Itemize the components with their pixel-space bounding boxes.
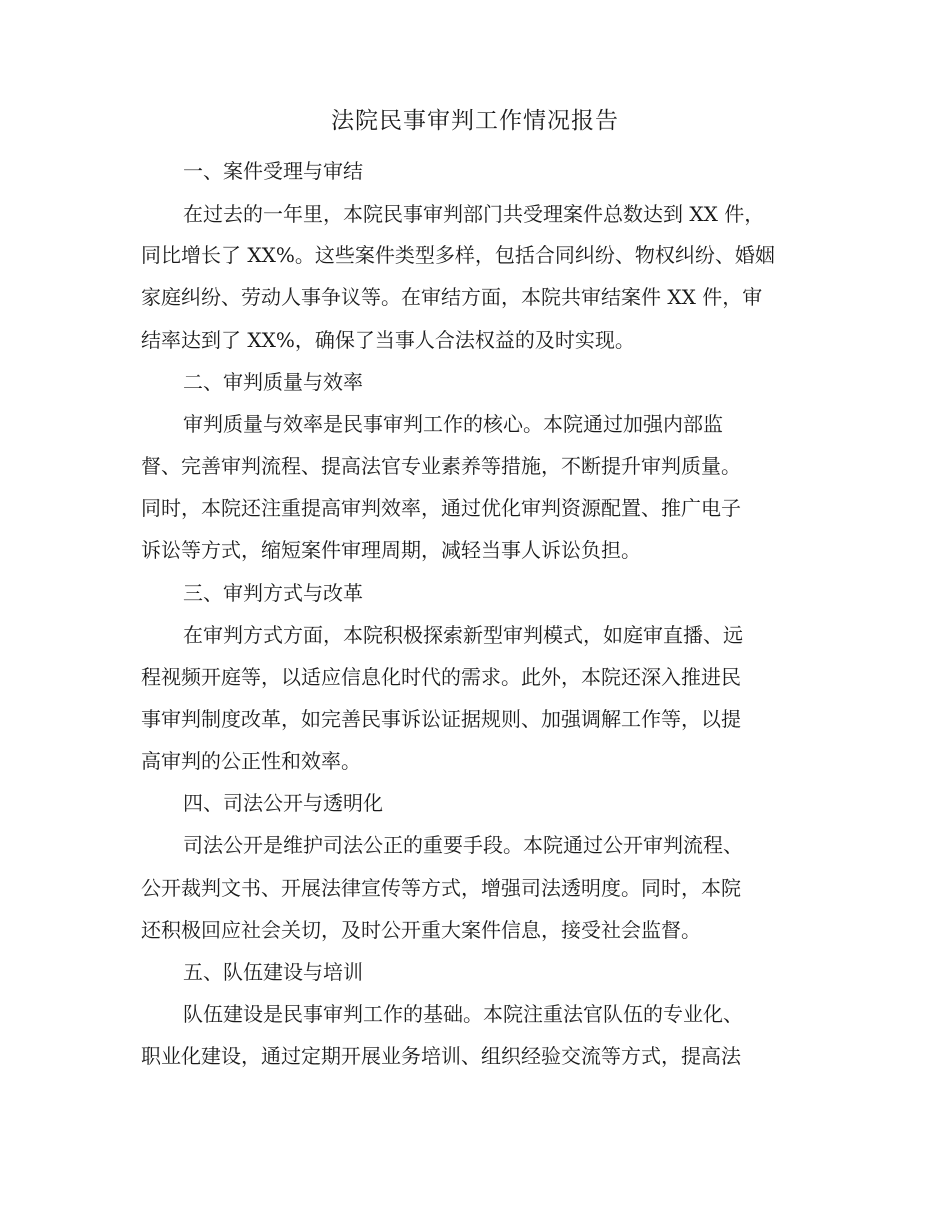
section-heading-3: 三、审判方式与改革 bbox=[183, 581, 363, 605]
paragraph-line: 在审判方式方面，本院积极探索新型审判模式，如庭审直播、远 bbox=[183, 623, 743, 647]
paragraph-line: 程视频开庭等，以适应信息化时代的需求。此外，本院还深入推进民 bbox=[141, 665, 741, 689]
paragraph-line: 司法公开是维护司法公正的重要手段。本院通过公开审判流程、 bbox=[183, 833, 743, 857]
paragraph-line: 同比增长了 XX%。这些案件类型多样，包括合同纠纷、物权纠纷、婚姻 bbox=[141, 243, 775, 267]
paragraph-line: 家庭纠纷、劳动人事争议等。在审结方面，本院共审结案件 XX 件，审 bbox=[141, 285, 763, 309]
paragraph-line: 事审判制度改革，如完善民事诉讼证据规则、加强调解工作等，以提 bbox=[141, 707, 741, 731]
section-heading-1: 一、案件受理与审结 bbox=[183, 159, 363, 183]
paragraph-line: 审判质量与效率是民事审判工作的核心。本院通过加强内部监 bbox=[183, 412, 723, 436]
paragraph-line: 督、完善审判流程、提高法官专业素养等措施，不断提升审判质量。 bbox=[141, 454, 741, 478]
section-heading-5: 五、队伍建设与培训 bbox=[183, 960, 363, 984]
paragraph-line: 结率达到了 XX%，确保了当事人合法权益的及时实现。 bbox=[141, 328, 635, 352]
paragraph-line: 还积极回应社会关切，及时公开重大案件信息，接受社会监督。 bbox=[141, 918, 701, 942]
paragraph-line: 公开裁判文书、开展法律宣传等方式，增强司法透明度。同时，本院 bbox=[141, 876, 741, 900]
paragraph-line: 队伍建设是民事审判工作的基础。本院注重法官队伍的专业化、 bbox=[183, 1002, 743, 1026]
document-title: 法院民事审判工作情况报告 bbox=[331, 108, 619, 134]
paragraph-line: 职业化建设，通过定期开展业务培训、组织经验交流等方式，提高法 bbox=[141, 1044, 741, 1068]
paragraph-line: 在过去的一年里，本院民事审判部门共受理案件总数达到 XX 件， bbox=[183, 202, 765, 226]
section-heading-4: 四、司法公开与透明化 bbox=[183, 791, 383, 815]
paragraph-line: 诉讼等方式，缩短案件审理周期，减轻当事人诉讼负担。 bbox=[141, 538, 641, 562]
paragraph-line: 同时，本院还注重提高审判效率，通过优化审判资源配置、推广电子 bbox=[141, 496, 741, 520]
section-heading-2: 二、审判质量与效率 bbox=[183, 370, 363, 394]
paragraph-line: 高审判的公正性和效率。 bbox=[141, 749, 361, 773]
